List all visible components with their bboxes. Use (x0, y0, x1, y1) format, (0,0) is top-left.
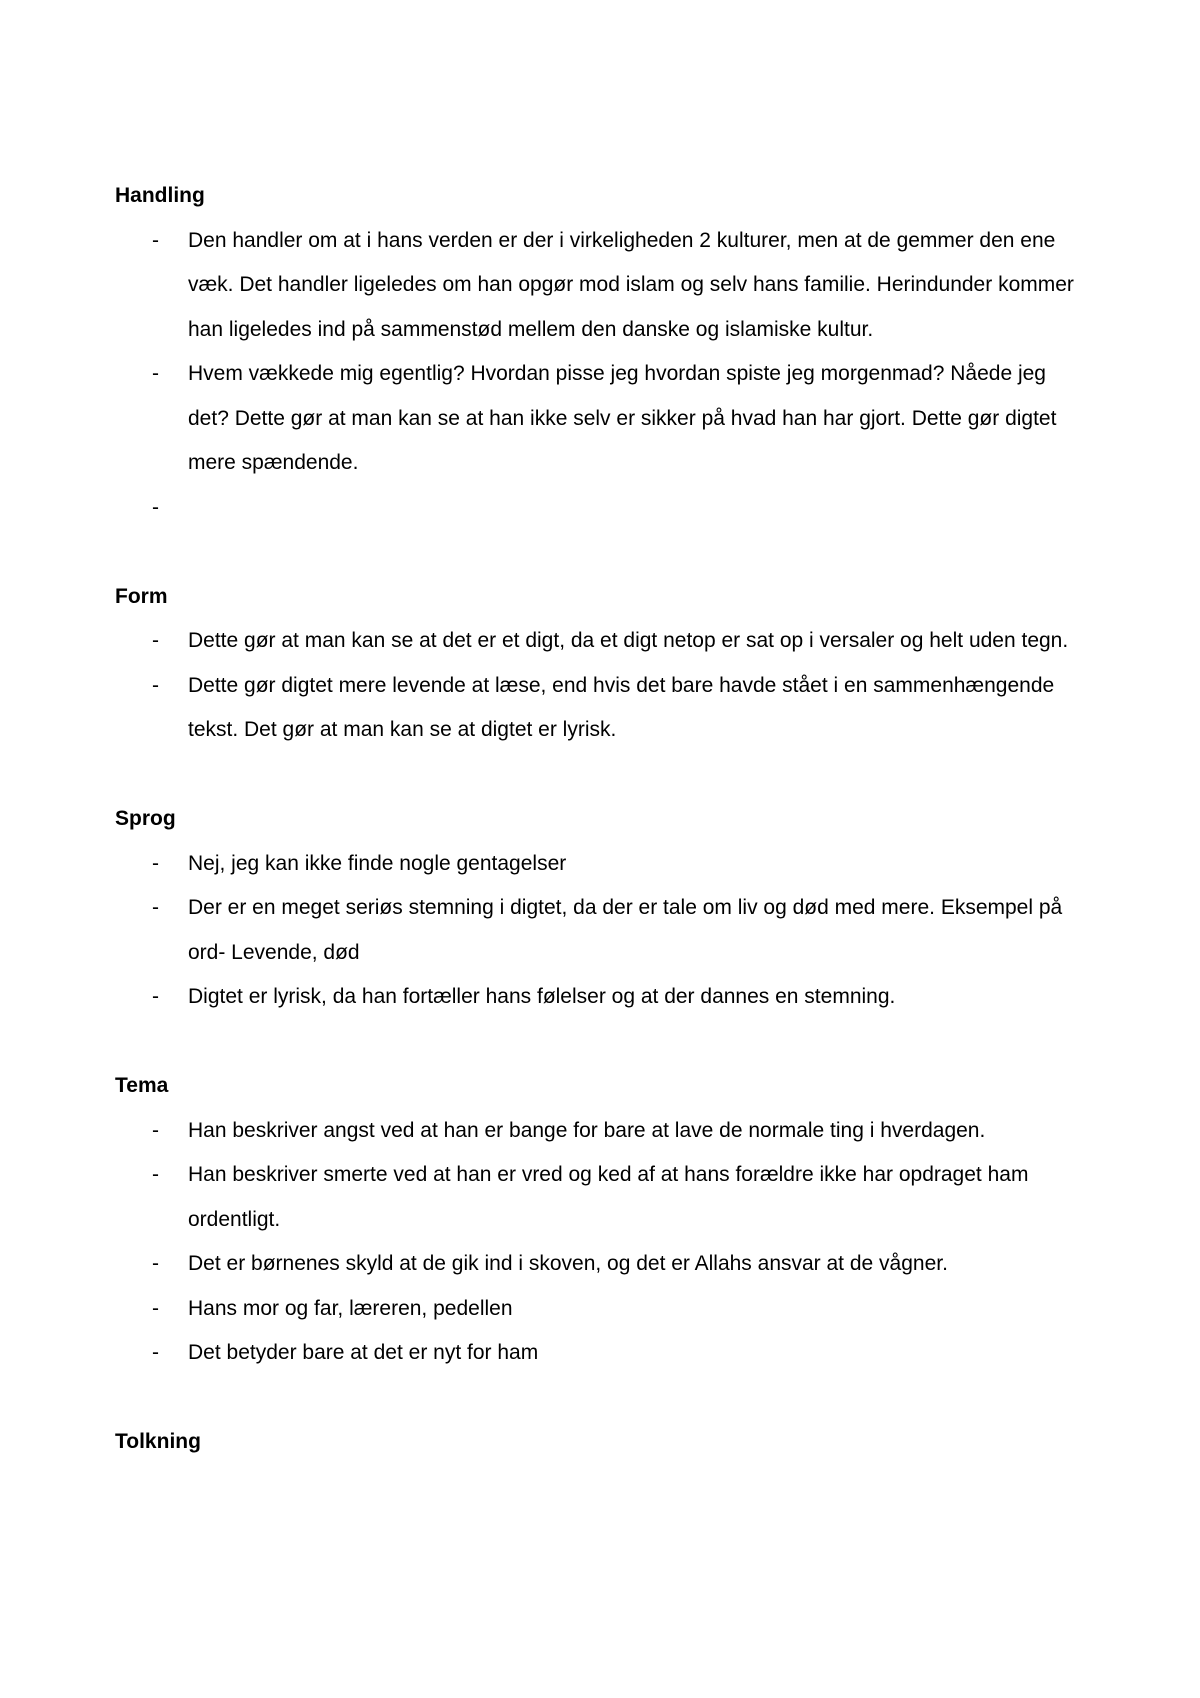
list-item-text: Hans mor og far, læreren, pedellen (188, 1296, 513, 1320)
list-item (115, 619, 1090, 664)
list-item (115, 1109, 1090, 1154)
list-item (115, 219, 1090, 353)
bullet-dash: - (152, 1163, 159, 1186)
list-item-text: Han beskriver angst ved at han er bange for bare at lave de normale ting i hverdagen. (188, 1118, 986, 1142)
list-item-text: Hvem vækkede mig egentlig? Hvordan pisse jeg hvordan spiste jeg morgenmad? Nåede jeg det? Dette gør at man kan se at han ikke selv er sikker på hvad han har gjort. Dette gør digtet mere spændende. (188, 362, 1057, 474)
list-item (115, 352, 1090, 486)
list-item (115, 1153, 1090, 1242)
list-item (115, 886, 1090, 975)
bullet-dash: - (152, 362, 159, 385)
list-item (115, 975, 1090, 1020)
bullet-dash: - (152, 673, 159, 697)
list-item (115, 842, 1090, 887)
bullet-list (115, 842, 1090, 1020)
bullet-dash: - (152, 1341, 159, 1364)
bullet-dash: - (152, 1118, 159, 1142)
section-heading: Tema (115, 1074, 169, 1097)
list-item-text: Det betyder bare at det er nyt for ham (188, 1341, 539, 1364)
paragraph-spacer (115, 530, 1090, 575)
section-form (115, 575, 1090, 753)
list-item (115, 1287, 1090, 1332)
list-item (115, 486, 1090, 531)
paragraph-spacer (115, 1376, 1090, 1421)
bullet-dash: - (152, 896, 159, 919)
list-item-text: Dette gør at man kan se at det er et digt, da et digt netop er sat op i versaler og helt uden tegn. (188, 629, 1069, 652)
list-item-text: Det er børnenes skyld at de gik ind i skoven, og det er Allahs ansvar at de vågner. (188, 1252, 948, 1275)
bullet-dash: - (152, 495, 159, 519)
list-item (115, 664, 1090, 753)
bullet-dash: - (152, 851, 159, 875)
bullet-list (115, 619, 1090, 753)
section-heading: Tolkning (115, 1430, 201, 1453)
list-item-text: Den handler om at i hans verden er der i virkeligheden 2 kulturer, men at de gemmer den ene væk. Det handler ligeledes om han opgør mod islam og selv hans familie. Herindunder kommer han ligeledes ind på sammenstød mellem den danske og islamiske kultur. (188, 228, 1074, 341)
bullet-dash: - (152, 985, 159, 1008)
bullet-dash: - (152, 228, 159, 252)
list-item-text: Nej, jeg kan ikke finde nogle gentagelser (188, 851, 567, 875)
list-item-text: Han beskriver smerte ved at han er vred og ked af at hans forældre ikke har opdraget ham ordentligt. (188, 1163, 1029, 1231)
paragraph-spacer (115, 753, 1090, 798)
list-item (115, 1242, 1090, 1287)
section-tolkning (115, 1420, 1090, 1465)
paragraph-spacer (115, 1020, 1090, 1065)
section-heading: Handling (115, 184, 205, 207)
bullet-dash: - (152, 1296, 159, 1320)
list-item-text: Der er en meget seriøs stemning i digtet, da der er tale om liv og død med mere. Eksempel på ord- Levende, død (188, 896, 1063, 964)
section-tema (115, 1064, 1090, 1376)
section-heading: Sprog (115, 807, 176, 830)
list-item-text: Digtet er lyrisk, da han fortæller hans følelser og at der dannes en stemning. (188, 985, 896, 1008)
list-item-text: Dette gør digtet mere levende at læse, end hvis det bare havde stået i en sammenhængende tekst. Det gør at man kan se at digtet er lyrisk. (188, 673, 1055, 741)
list-item (115, 1331, 1090, 1376)
section-sprog (115, 797, 1090, 1020)
section-handling (115, 174, 1090, 530)
bullet-list (115, 219, 1090, 531)
section-heading: Form (115, 584, 168, 608)
bullet-dash: - (152, 1252, 159, 1275)
bullet-dash: - (152, 629, 159, 652)
bullet-list (115, 1109, 1090, 1376)
